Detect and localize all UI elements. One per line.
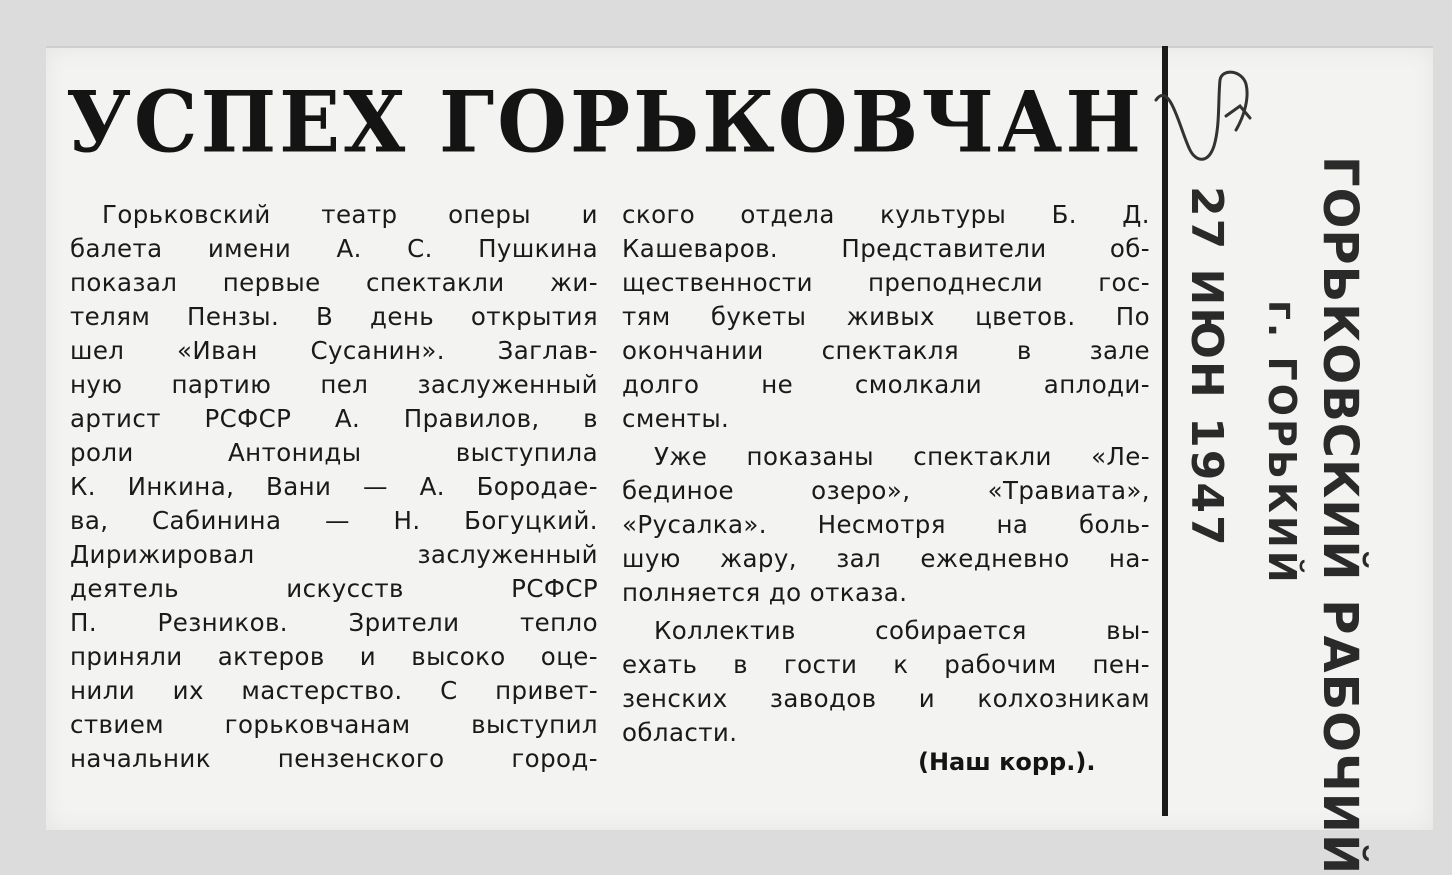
article-text-line: Коллектив собирается вы- — [654, 616, 1150, 645]
handwritten-checkmark-icon — [1150, 60, 1300, 180]
article-text-line: приняли актеров и высоко оце- — [70, 642, 598, 671]
article-signature: (Наш корр.). — [918, 748, 1096, 776]
article-text-line: начальник пензенского город- — [70, 744, 598, 773]
article-text-line: П. Резников. Зрители тепло — [70, 608, 598, 637]
article-right-column — [622, 198, 1150, 750]
article-text-line: «Русалка». Несмотря на боль- — [622, 510, 1150, 539]
article-text-line: тям букеты живых цветов. По — [622, 302, 1150, 331]
article-text-line: бединое озеро», «Травиата», — [622, 476, 1150, 505]
article-text-line: ехать в гости к рабочим пен- — [622, 650, 1150, 679]
article-headline: УСПЕХ ГОРЬКОВЧАН — [66, 72, 1144, 172]
city-stamp: г. ГОРЬКИЙ — [1260, 300, 1304, 586]
article-text-line: шую жару, зал ежедневно на- — [622, 544, 1150, 573]
article-text-line: ную партию пел заслуженный — [70, 370, 598, 399]
article-text-line: ствием горьковчанам выступил — [70, 710, 598, 739]
date-stamp: 27 ИЮН 1947 — [1181, 186, 1232, 548]
article-text-line: Горьковский театр оперы и — [102, 200, 598, 229]
article-text-line: ского отдела культуры Б. Д. — [622, 200, 1150, 229]
article-text-line: артист РСФСР А. Правилов, в — [70, 404, 598, 433]
article-text-line: деятель искусств РСФСР — [70, 574, 598, 603]
article-text-line: ва, Сабинина — Н. Богуцкий. — [70, 506, 598, 535]
article-text-line: шел «Иван Сусанин». Заглав- — [70, 336, 598, 365]
article-text-line: щественности преподнесли гос- — [622, 268, 1150, 297]
article-text-line: окончании спектакля в зале — [622, 336, 1150, 365]
article-text-line: К. Инкина, Вани — А. Бородае- — [70, 472, 598, 501]
article-text-line: Дирижировал заслуженный — [70, 540, 598, 569]
article-text-line: сменты. — [622, 404, 730, 433]
article-text-line: Кашеваров. Представители об- — [622, 234, 1150, 263]
article-left-column — [70, 198, 598, 776]
article-text-line: балета имени А. С. Пушкина — [70, 234, 598, 263]
article-text-line: телям Пензы. В день открытия — [70, 302, 598, 331]
article-text-line: зенских заводов и колхозникам — [622, 684, 1150, 713]
article-text-line: роли Антониды выступила — [70, 438, 598, 467]
article-text-line: нили их мастерство. С привет- — [70, 676, 598, 705]
article-text-line: области. — [622, 718, 738, 747]
article-text-line: показал первые спектакли жи- — [70, 268, 598, 297]
article-text-line: полняется до отказа. — [622, 578, 908, 607]
article-text-line: Уже показаны спектакли «Ле- — [654, 442, 1150, 471]
newspaper-name-stamp: ГОРЬКОВСКИЙ РАБОЧИЙ — [1312, 156, 1368, 875]
article-text-line: долго не смолкали аплоди- — [622, 370, 1150, 399]
